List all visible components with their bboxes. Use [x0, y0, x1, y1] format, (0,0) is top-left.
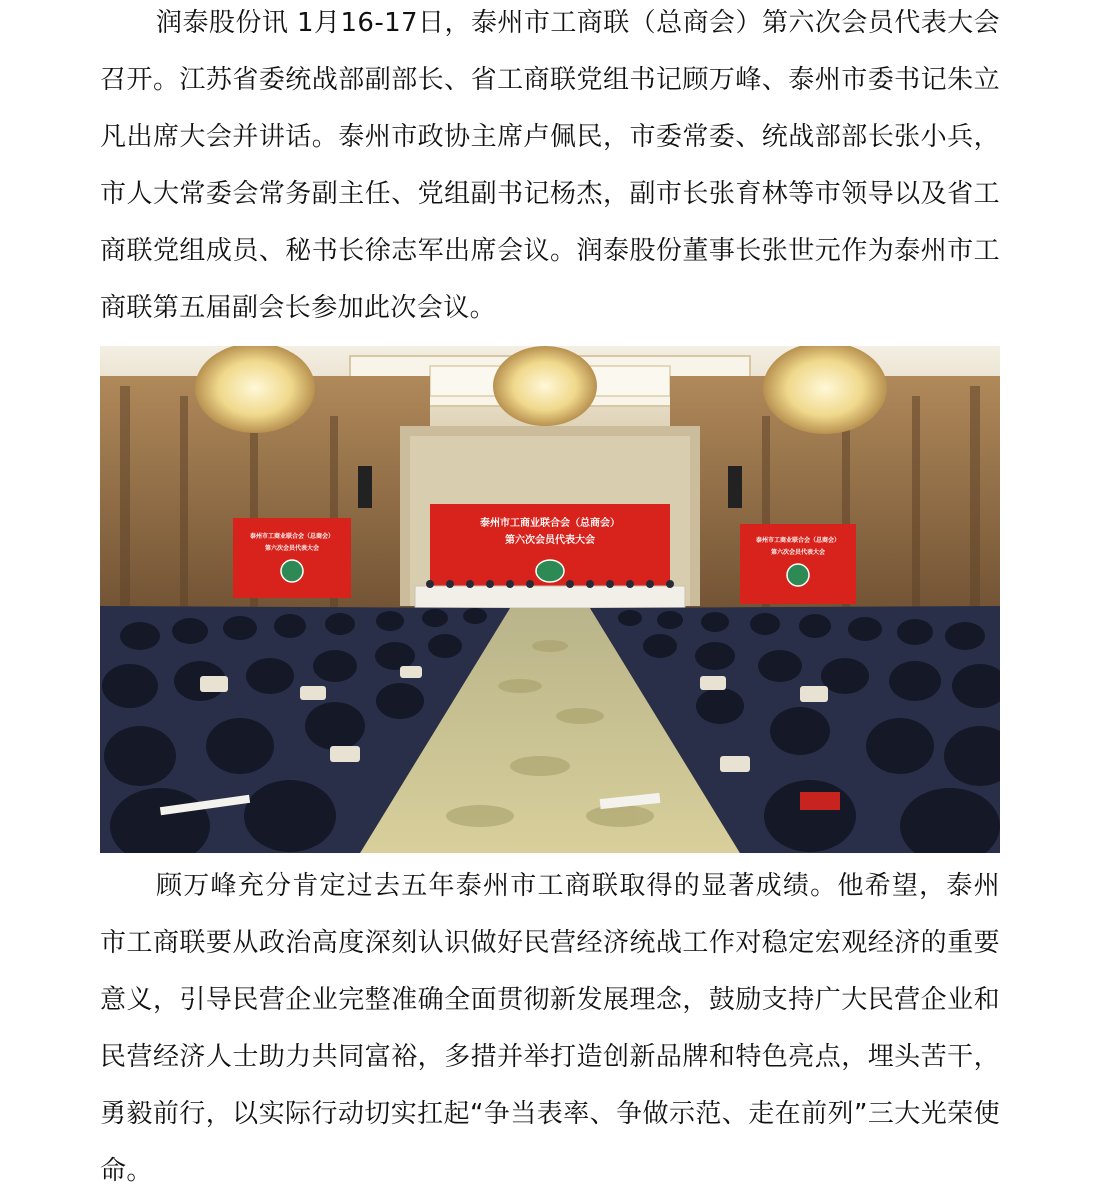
stage-table: [415, 586, 685, 608]
left-side-screen-line-1: 泰州市工商业联合会（总商会）: [249, 533, 335, 540]
meeting-hall-illustration: [100, 346, 1000, 853]
main-screen-line-2: 第六次会员代表大会: [505, 535, 595, 546]
main-screen-line-1: 泰州市工商业联合会（总商会）: [480, 518, 620, 529]
right-screen-emblem: [787, 564, 809, 586]
right-side-screen-line-1: 泰州市工商业联合会（总商会）: [755, 537, 841, 544]
left-side-screen: [233, 518, 351, 598]
article-paragraph-1: 润泰股份讯 1月16-17日，泰州市工商联（总商会）第六次会员代表大会召开。江苏省委统战部副部长、省工商联党组书记顾万峰、泰州市委书记朱立凡出席大会并讲话。泰州市政协主席卢佩民，市委常委、统战部部长张小兵，市人大常委会常务副主任、党组副书记杨杰，副市长张育林等市领导以及省工商联党组成员、秘书长徐志军出席会议。润泰股份董事长张世元作为泰州市工商联第五届副会长参加此次会议。: [100, 8, 1000, 323]
left-screen-emblem: [281, 560, 303, 582]
chandelier-right: [763, 346, 887, 434]
main-screen-emblem: [536, 560, 564, 582]
article-paragraph-2: 顾万峰充分肯定过去五年泰州市工商联取得的显著成绩。他希望，泰州市工商联要从政治高度深刻认识做好民营经济统战工作对稳定宏观经济的重要意义，引导民营企业完整准确全面贯彻新发展理念，鼓励支持广大民营企业和民营经济人士助力共同富裕，多措并举打造创新品牌和特色亮点，埋头苦干，勇毅前行，以实际行动切实扛起“争当表率、争做示范、走在前列”三大光荣使命。: [100, 871, 1000, 1186]
chandelier-center: [493, 346, 597, 426]
right-side-screen-line-2: 第六次会员代表大会: [770, 549, 826, 556]
chandelier-left: [195, 346, 315, 433]
meeting-photo: [100, 346, 1000, 853]
left-side-screen-line-2: 第六次会员代表大会: [264, 545, 320, 552]
